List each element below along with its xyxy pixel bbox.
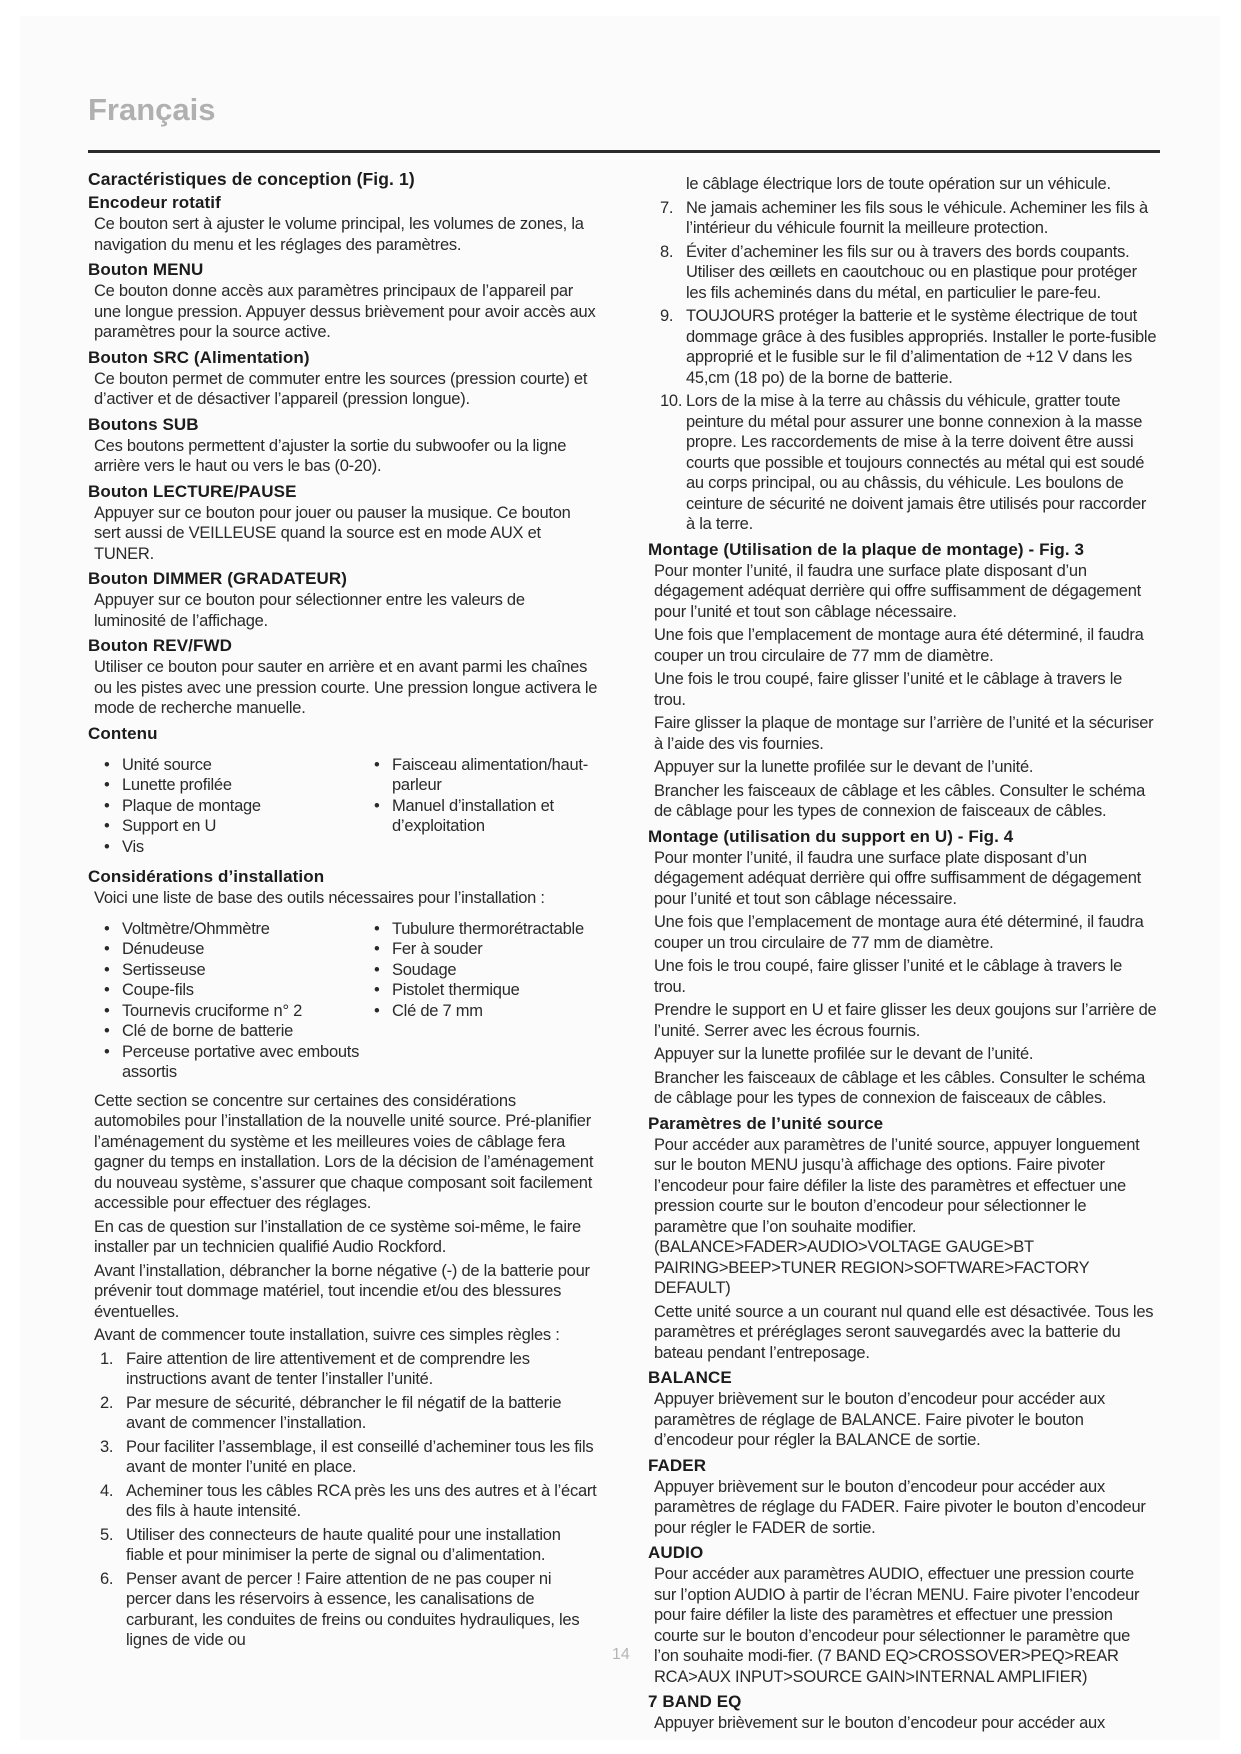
u-bracket-text: Prendre le support en U et faire glisser les deux goujons sur l’arrière de l’unité. Serrer avec les écrous fournis. bbox=[654, 1001, 1157, 1040]
u-bracket-text: Une fois que l’emplacement de montage aura été déterminé, il faudra couper un trou circulaire de 77 mm de diamètre. bbox=[654, 913, 1144, 952]
list-item: • Clé de 7 mm bbox=[372, 1001, 612, 1022]
tools-list bbox=[102, 919, 600, 1083]
list-item bbox=[88, 1349, 600, 1390]
item-number: 4. bbox=[100, 1481, 114, 1500]
mount-text: Une fois le trou coupé, faire glisser l’unité et le câblage à travers le trou. bbox=[654, 670, 1123, 709]
item-text: Faire attention de lire attentivement et de comprendre les instructions avant de tenter l’installer l’unité. bbox=[126, 1349, 530, 1388]
item-number: 9. bbox=[660, 307, 674, 325]
dimmer-text: Appuyer sur ce bouton pour sélectionner entre les valeurs de luminosité de l’affichage. bbox=[94, 591, 525, 630]
encoder-heading: Encodeur rotatif bbox=[88, 193, 221, 212]
params-text: Cette unité source a un courant nul quand elle est désactivée. Tous les paramètres et préréglages seront sauvegardés avec la batterie du bateau pendant l’entreposage. bbox=[654, 1302, 1154, 1362]
mount-text: Faire glisser la plaque de montage sur l’arrière de l’unité et la sécuriser à l’aide des vis fournies. bbox=[654, 714, 1154, 753]
tools-col-2 bbox=[372, 919, 612, 1083]
revfwd-text: Utiliser ce bouton pour sauter en arrière et en avant parmi les chaînes ou les pistes avec une pression courte. Une pression longue activera le mode de recherche manuelle. bbox=[94, 658, 598, 717]
question-text: En cas de question sur l’installation de ce système soi-même, le faire installer par un technicien qualifié Audio Rockford. bbox=[94, 1217, 581, 1256]
u-bracket-text: Brancher les faisceaux de câblage et les câbles. Consulter le schéma de câblage pour les types de connexion de faisceaux de câbles. bbox=[654, 1068, 1146, 1107]
list-item: • Lunette profilée bbox=[102, 775, 372, 796]
list-item: • Coupe-fils bbox=[102, 980, 372, 1001]
rule-6-continuation: le câblage électrique lors de toute opération sur un véhicule. bbox=[686, 175, 1111, 193]
tools-col-1 bbox=[102, 919, 372, 1083]
item-text: Éviter d’acheminer les fils sur ou à travers des bords coupants. Utiliser des œillets en caoutchouc ou en plastique pour protéger les fils acheminés dans du métal, en particulier le pare-feu. bbox=[686, 242, 1137, 302]
list-item: • Clé de borne de batterie bbox=[102, 1021, 372, 1042]
params-text: Pour accéder aux paramètres de l’unité source, appuyer longuement sur le bouton MENU jusqu’à affichage des options. Faire pivoter l’encodeur pour faire défiler la liste des paramètres et effectuer une pression courte sur le bouton d’encodeur pour sélectionner le paramètre que l’on souhaite modifier. (BALANCE>FADER>AUDIO>VOLTAGE GAUGE>BT PAIRING>BEEP>TUNER REGION>SOFTWARE>FACTORY DEFAULT) bbox=[654, 1135, 1140, 1297]
contents-col-1 bbox=[102, 755, 372, 858]
list-item: • Plaque de montage bbox=[102, 796, 372, 817]
contents-col-2 bbox=[372, 755, 612, 858]
section-text: Cette section se concentre sur certaines des considérations automobiles pour l’installation de la nouvelle unité source. Pré-planifier l’aménagement du système et les meilleures voies de câblage fera gagner du temps en installation. Lors de la décision de l’aménagement du nouveau système, s’assurer que chaque composant soit facilement accessible pour effectuer des réglages. bbox=[94, 1091, 594, 1212]
list-item: • Perceuse portative avec embouts assortis bbox=[102, 1042, 372, 1083]
language-title: Français bbox=[88, 92, 216, 127]
list-item: • Tubulure thermorétractable bbox=[372, 919, 612, 940]
item-text: TOUJOURS protéger la batterie et le système électrique de tout dommage grâce à des fusibles appropriés. Installer le porte-fusible approprié et le fusible sur le fil d’alimentation de +12 V dans les 45,cm (18 po) de la borne de batterie. bbox=[686, 307, 1157, 387]
mount-text: Brancher les faisceaux de câblage et les câbles. Consulter le schéma de câblage pour les types de connexion de faisceaux de câbles. bbox=[654, 781, 1146, 820]
params-heading: Paramètres de l’unité source bbox=[648, 1113, 884, 1133]
u-bracket-heading: Montage (utilisation du support en U) - Fig. 4 bbox=[648, 826, 1014, 846]
list-item: • Fer à souder bbox=[372, 939, 612, 960]
features-heading: Caractéristiques de conception (Fig. 1) bbox=[88, 169, 415, 189]
list-item bbox=[88, 1393, 600, 1434]
fader-text: Appuyer brièvement sur le bouton d’encodeur pour accéder aux paramètres de réglage du FADER. Faire pivoter le bouton d’encodeur pour régler le FADER de sortie. bbox=[654, 1477, 1146, 1537]
sub-text: Ces boutons permettent d’ajuster la sortie du subwoofer ou la ligne arrière vers le haut ou vers le bas (0-20). bbox=[94, 436, 567, 475]
balance-heading: BALANCE bbox=[648, 1368, 732, 1387]
item-number: 5. bbox=[100, 1525, 114, 1544]
header-rule bbox=[88, 150, 1160, 153]
list-item bbox=[648, 242, 1158, 304]
play-text: Appuyer sur ce bouton pour jouer ou pauser la musique. Ce bouton sert aussi de VEILLEUSE quand la source est en mode AUX et TUNER. bbox=[94, 503, 571, 563]
mount-text: Pour monter l’unité, il faudra une surface plate disposant d’un dégagement adéquat derrière qui offre suffisamment de dégagement pour l’unité et tout son câblage nécessaire. bbox=[654, 561, 1141, 621]
install-text: Voici une liste de base des outils nécessaires pour l’installation : bbox=[94, 889, 545, 907]
item-number: 10. bbox=[660, 392, 683, 410]
src-heading: Bouton SRC (Alimentation) bbox=[88, 347, 310, 367]
u-bracket-text: Pour monter l’unité, il faudra une surface plate disposant d’un dégagement adéquat derrière qui offre suffisamment de dégagement pour l’unité et tout son câblage nécessaire. bbox=[654, 848, 1141, 908]
list-item bbox=[648, 198, 1158, 239]
item-number: 1. bbox=[100, 1349, 114, 1368]
right-column bbox=[648, 174, 1158, 1737]
item-number: 3. bbox=[100, 1437, 114, 1456]
mount-text: Appuyer sur la lunette profilée sur le devant de l’unité. bbox=[654, 758, 1034, 776]
list-item: • Unité source bbox=[102, 755, 372, 776]
menu-heading: Bouton MENU bbox=[88, 260, 204, 279]
list-item: • Vis bbox=[102, 837, 372, 858]
src-text: Ce bouton permet de commuter entre les sources (pression courte) et d’activer et de désactiver l’appareil (pression longue). bbox=[94, 369, 588, 408]
item-text: Ne jamais acheminer les fils sous le véhicule. Acheminer les fils à l’intérieur du véhicule fournit la meilleure protection. bbox=[686, 198, 1148, 237]
list-item: • Dénudeuse bbox=[102, 939, 372, 960]
sub-heading: Boutons SUB bbox=[88, 414, 199, 434]
audio-heading: AUDIO bbox=[648, 1543, 704, 1562]
list-item: • Tournevis cruciforme n° 2 bbox=[102, 1001, 372, 1022]
list-item bbox=[648, 391, 1158, 535]
left-column bbox=[88, 168, 600, 1654]
list-item bbox=[648, 306, 1158, 388]
item-text: Acheminer tous les câbles RCA près les uns des autres et à l’écart des fils à haute intensité. bbox=[126, 1481, 597, 1520]
audio-text: Pour accéder aux paramètres AUDIO, effectuer une pression courte sur l’option AUDIO à partir de l’écran MENU. Faire pivoter l’encodeur pour faire défiler la liste des paramètres et effectuer une pression courte sur le bouton d’encodeur pour sélectionner le paramètre que l’on souhaite modi-fier. (7 BAND EQ>CROSSOVER>PEQ>REAR RCA>AUX INPUT>SOURCE GAIN>INTERNAL AMPLIFIER) bbox=[654, 1565, 1140, 1686]
list-item bbox=[88, 1569, 600, 1651]
list-item: • Pistolet thermique bbox=[372, 980, 612, 1001]
mount-text: Une fois que l’emplacement de montage aura été déterminé, il faudra couper un trou circulaire de 77 mm de diamètre. bbox=[654, 626, 1144, 665]
eq-heading: 7 BAND EQ bbox=[648, 1692, 742, 1711]
install-heading: Considérations d’installation bbox=[88, 867, 325, 886]
encoder-text: Ce bouton sert à ajuster le volume principal, les volumes de zones, la navigation du menu et les réglages des paramètres. bbox=[94, 215, 584, 254]
eq-text: Appuyer brièvement sur le bouton d’encodeur pour accéder aux bbox=[654, 1714, 1105, 1732]
list-item: • Support en U bbox=[102, 816, 372, 837]
list-item bbox=[88, 1525, 600, 1566]
list-item bbox=[88, 1437, 600, 1478]
list-item: • Manuel d’installation et d’exploitation bbox=[372, 796, 612, 837]
item-number: 6. bbox=[100, 1569, 114, 1588]
contents-heading: Contenu bbox=[88, 723, 158, 743]
item-text: Lors de la mise à la terre au châssis du véhicule, gratter toute peinture du métal pour assurer une bonne connexion à la masse propre. Les raccordements de mise à la terre doivent être aussi courts que possible et toujours connectés au métal qui est soudé au corps principal, ou au châssis, du véhicule. Les boulons de ceinture de sécurité ne doivent jamais être utilisés pour raccorder à la terre. bbox=[686, 392, 1147, 533]
balance-text: Appuyer brièvement sur le bouton d’encodeur pour accéder aux paramètres de réglage de BALANCE. Faire pivoter le bouton d’encodeur pour régler la BALANCE de sortie. bbox=[654, 1390, 1105, 1449]
u-bracket-text: Une fois le trou coupé, faire glisser l’unité et le câblage à travers le trou. bbox=[654, 957, 1123, 996]
item-number: 2. bbox=[100, 1393, 114, 1412]
before-text: Avant l’installation, débrancher la borne négative (-) de la batterie pour prévenir tout dommage matériel, tout incendie et/ou des blessures éventuelles. bbox=[94, 1261, 590, 1321]
mount-plate-heading: Montage (Utilisation de la plaque de montage) - Fig. 3 bbox=[648, 539, 1085, 559]
dimmer-heading: Bouton DIMMER (GRADATEUR) bbox=[88, 569, 348, 588]
u-bracket-text: Appuyer sur la lunette profilée sur le devant de l’unité. bbox=[654, 1045, 1034, 1063]
list-item: • Faisceau alimentation/haut-parleur bbox=[372, 755, 612, 796]
item-number: 8. bbox=[660, 242, 674, 261]
item-text: Penser avant de percer ! Faire attention de ne pas couper ni percer dans les réservoirs à essence, les canalisations de carburant, les conduites de freins ou conduites hydrauliques, les lignes de vide ou bbox=[126, 1569, 580, 1649]
menu-text: Ce bouton donne accès aux paramètres principaux de l’appareil par une longue pression. Appuyer dessus brièvement pour avoir accès aux paramètres pour la source active. bbox=[94, 282, 596, 341]
rules-list bbox=[88, 1349, 600, 1651]
list-item: • Voltmètre/Ohmmètre bbox=[102, 919, 372, 940]
play-heading: Bouton LECTURE/PAUSE bbox=[88, 481, 297, 501]
item-number: 7. bbox=[660, 198, 674, 217]
item-text: Par mesure de sécurité, débrancher le fil négatif de la batterie avant de commencer l’installation. bbox=[126, 1393, 562, 1432]
contents-list bbox=[102, 755, 600, 858]
list-item: • Sertisseuse bbox=[102, 960, 372, 981]
item-text: Pour faciliter l’assemblage, il est conseillé d’acheminer tous les fils avant de monter l’unité en place. bbox=[126, 1437, 594, 1476]
item-text: Utiliser des connecteurs de haute qualité pour une installation fiable et pour minimiser la perte de signal ou d’alimentation. bbox=[126, 1525, 561, 1564]
rules-intro: Avant de commencer toute installation, suivre ces simples règles : bbox=[94, 1326, 560, 1344]
revfwd-heading: Bouton REV/FWD bbox=[88, 636, 232, 655]
rules-list-continued bbox=[648, 198, 1158, 535]
list-item: • Soudage bbox=[372, 960, 612, 981]
fader-heading: FADER bbox=[648, 1455, 707, 1475]
page-number: 14 bbox=[612, 1646, 630, 1663]
list-item bbox=[88, 1481, 600, 1522]
